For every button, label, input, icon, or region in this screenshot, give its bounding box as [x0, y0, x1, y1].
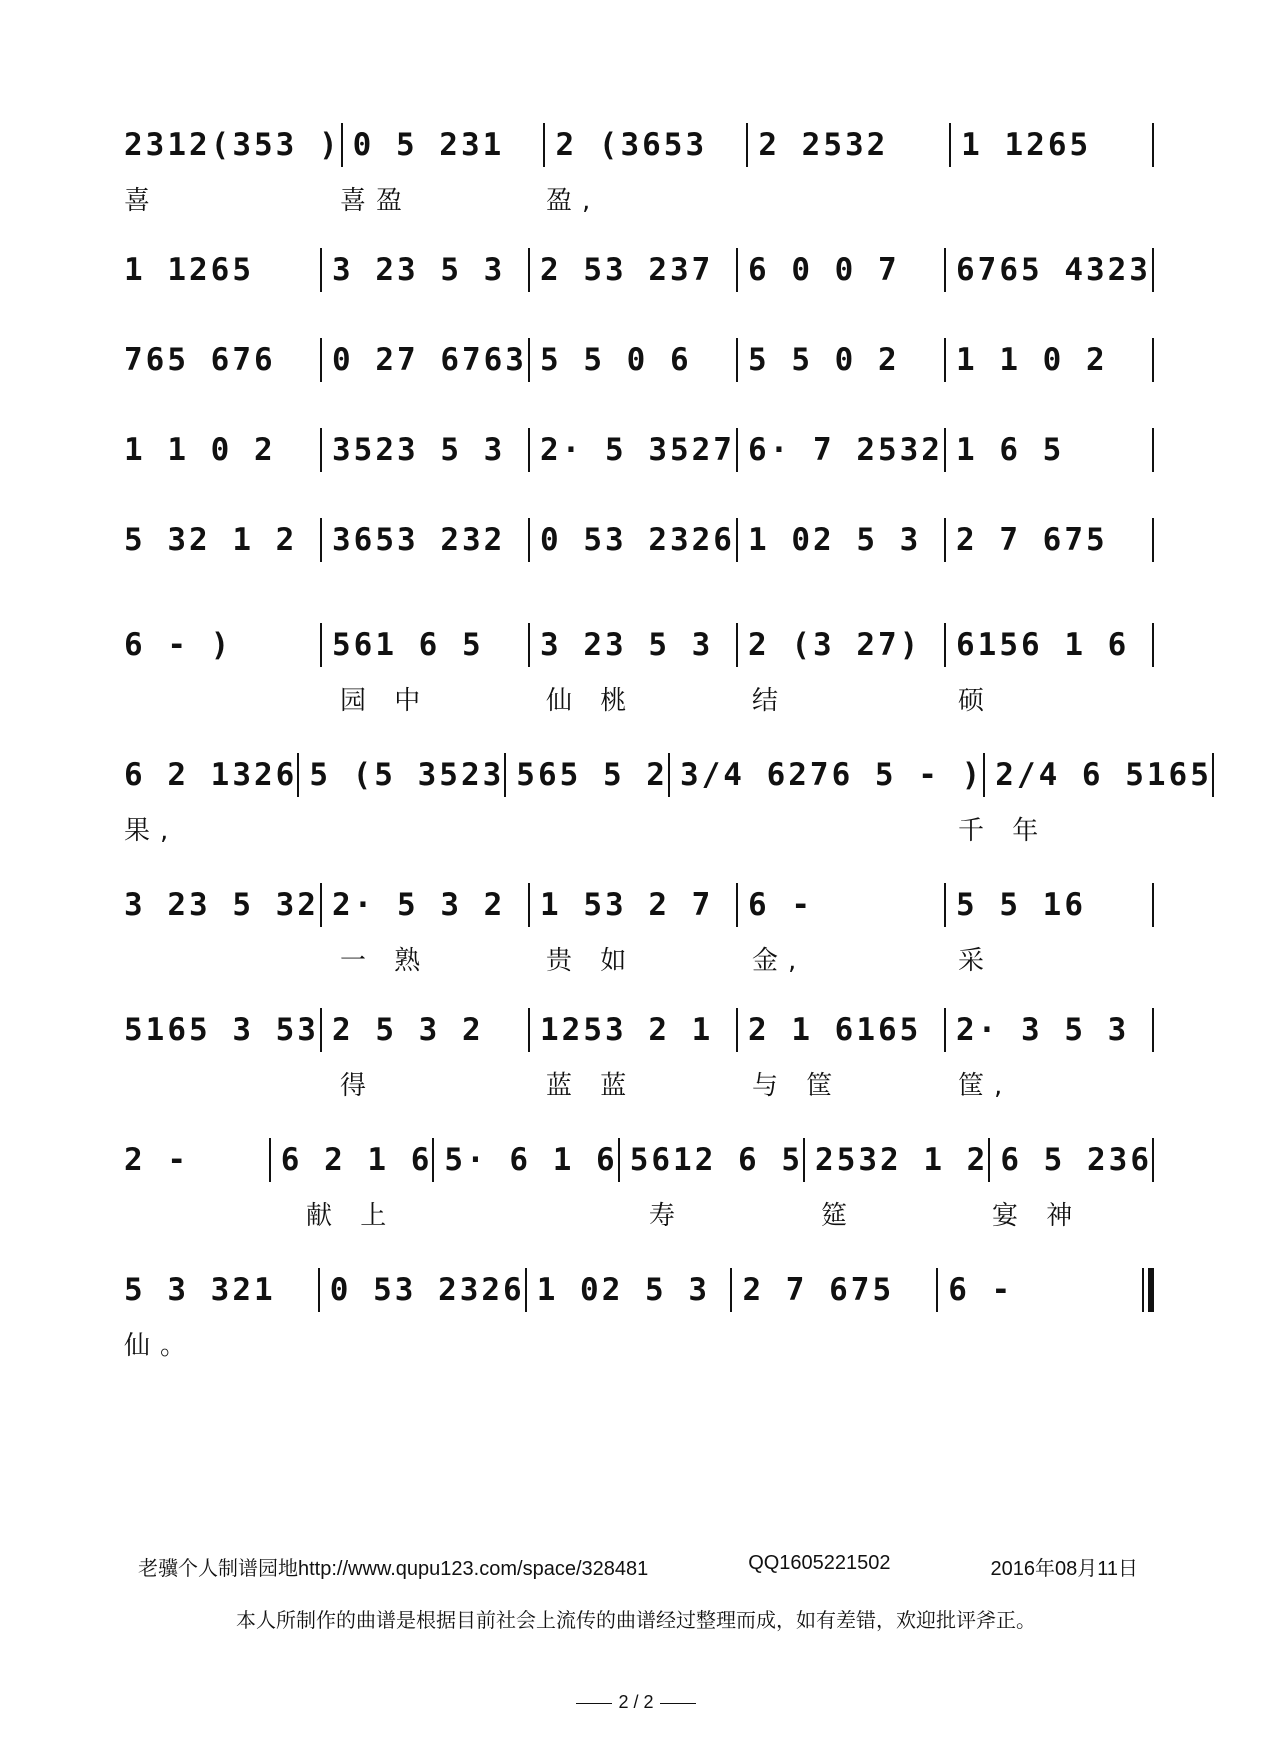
footer-site: 老骥个人制谱园地http://www.qupu123.com/space/328481 — [138, 1558, 649, 1580]
lyrics-line — [124, 810, 1154, 850]
measure: 0 27 6763 — [332, 342, 527, 378]
lyric: 仙 桃 — [546, 686, 637, 716]
measure: 6· 7 2532 — [748, 432, 943, 468]
measure: 2/4 6 5165 — [995, 757, 1212, 793]
notation-line — [124, 1135, 1154, 1185]
measure: 5 5 0 2 — [748, 342, 900, 378]
lyric: 喜盈 — [340, 186, 413, 216]
lyric: 结 — [752, 686, 789, 716]
measure: 1 53 2 7 — [540, 887, 714, 923]
measure: 3523 5 3 — [332, 432, 506, 468]
barline — [1152, 883, 1154, 927]
barline — [1152, 623, 1154, 667]
measure: 5 5 16 — [956, 887, 1086, 923]
score-system — [124, 880, 1154, 980]
footer-info — [138, 1552, 1138, 1581]
measure: 1 02 5 3 — [536, 1272, 711, 1308]
measure: 0 53 2326 — [329, 1272, 525, 1308]
lyric: 喜 — [124, 186, 161, 216]
measure: 2 7 675 — [742, 1272, 895, 1308]
measure: 2 2532 — [758, 127, 889, 163]
lyric: 筵 — [821, 1201, 858, 1231]
lyric: 与 筐 — [752, 1071, 843, 1101]
measure: 2 - — [124, 1142, 189, 1178]
measure: 1 1 0 2 — [124, 432, 276, 468]
barline — [1212, 753, 1214, 797]
measure: 2 1 6165 — [748, 1012, 922, 1048]
score-system — [124, 335, 1154, 385]
final-barline — [1148, 1268, 1154, 1312]
lyric: 千 年 — [958, 816, 1049, 846]
measure: 6156 1 6 — [956, 627, 1130, 663]
measure: 3653 232 — [332, 522, 506, 558]
measure: 2 53 237 — [540, 252, 714, 288]
measure: 6 - — [948, 1272, 1014, 1308]
measure: 1 02 5 3 — [748, 522, 922, 558]
lyrics-line — [124, 1065, 1154, 1105]
score-system — [124, 425, 1154, 475]
measure: 1253 2 1 — [540, 1012, 714, 1048]
lyric: 得 — [340, 1071, 377, 1101]
footer-date: 2016年08月11日 — [990, 1558, 1138, 1580]
lyric: 筐, — [958, 1071, 1013, 1101]
notation-line — [124, 515, 1154, 565]
measure: 5 5 0 6 — [540, 342, 692, 378]
score-system — [124, 245, 1154, 295]
measure: 3 23 5 3 — [332, 252, 506, 288]
barline — [1152, 518, 1154, 562]
measure: 6 - ) — [124, 627, 233, 663]
measure: 5165 3 53 — [124, 1012, 319, 1048]
measure: 5 (5 3523 — [309, 757, 505, 793]
measure: 561 6 5 — [332, 627, 484, 663]
notation-line — [124, 1265, 1154, 1315]
score-system — [124, 1005, 1154, 1105]
measure: 3 23 5 32 — [124, 887, 319, 923]
notation-line — [124, 335, 1154, 385]
measure: 765 676 — [124, 342, 276, 378]
lyric: 硕 — [958, 686, 995, 716]
lyric: 盈, — [546, 186, 601, 216]
lyric: 宴 神 — [992, 1201, 1083, 1231]
barline — [1152, 1138, 1154, 1182]
measure: 5 32 1 2 — [124, 522, 298, 558]
measure: 1 1265 — [124, 252, 254, 288]
lyrics-line — [124, 180, 1154, 220]
score-system — [124, 1265, 1154, 1365]
measure: 2312(353 ) — [124, 127, 341, 163]
measure: 1 6 5 — [956, 432, 1065, 468]
measure: 6 2 1 6 — [280, 1142, 433, 1178]
notation-line — [124, 245, 1154, 295]
measure: 0 53 2326 — [540, 522, 735, 558]
measure: 2· 3 5 3 — [956, 1012, 1130, 1048]
lyric: 献 上 — [306, 1201, 397, 1231]
notation-line — [124, 120, 1154, 170]
measure: 5 3 321 — [124, 1272, 276, 1308]
measure: 2· 5 3527 — [540, 432, 735, 468]
barline — [1152, 338, 1154, 382]
barline — [1142, 1268, 1144, 1312]
barline — [1152, 1008, 1154, 1052]
measure: 2 5 3 2 — [332, 1012, 484, 1048]
measure: 0 5 231 — [352, 127, 505, 163]
lyric: 寿 — [649, 1201, 686, 1231]
footer-qq: QQ1605221502 — [748, 1552, 891, 1574]
lyric: 金, — [752, 946, 807, 976]
lyric: 采 — [958, 946, 995, 976]
measure: 1 1265 — [961, 127, 1092, 163]
measure: 565 5 2 — [516, 757, 668, 793]
measure: 3 23 5 3 — [540, 627, 714, 663]
measure: 2 (3653 — [555, 127, 708, 163]
notation-line — [124, 1005, 1154, 1055]
lyric: 果, — [124, 816, 179, 846]
score-system — [124, 120, 1154, 220]
measure: 3/4 6276 5 - ) — [679, 757, 984, 793]
notation-line — [124, 620, 1154, 670]
lyric: 园 中 — [340, 686, 431, 716]
lyric: 贵 如 — [546, 946, 637, 976]
barline — [1152, 123, 1154, 167]
lyric: 蓝 蓝 — [546, 1071, 637, 1101]
lyrics-line — [124, 680, 1154, 720]
footer-note: 本人所制作的曲谱是根据目前社会上流传的曲谱经过整理而成，如有差错，欢迎批评斧正。 — [236, 1610, 1036, 1632]
measure: 2· 5 3 2 — [332, 887, 506, 923]
measure: 2532 1 2 — [815, 1142, 989, 1178]
notation-line — [124, 750, 1212, 800]
measure: 1 1 0 2 — [956, 342, 1108, 378]
barline — [1152, 248, 1154, 292]
measure: 5612 6 5 — [629, 1142, 804, 1178]
measure: 6 2 1326 — [124, 757, 298, 793]
notation-line — [124, 425, 1154, 475]
lyric: 一 熟 — [340, 946, 431, 976]
measure: 6 5 236 — [1000, 1142, 1152, 1178]
measure: 2 7 675 — [956, 522, 1108, 558]
barline — [1152, 428, 1154, 472]
measure: 6 0 0 7 — [748, 252, 900, 288]
lyrics-line — [124, 1195, 1154, 1235]
lyric: 仙。 — [124, 1331, 197, 1361]
score-system — [124, 515, 1154, 565]
score-system — [124, 620, 1154, 720]
page-number-text: 2 / 2 — [618, 1692, 654, 1712]
page-number — [0, 1692, 1272, 1713]
lyrics-line — [124, 1325, 1154, 1365]
lyrics-line — [124, 940, 1154, 980]
notation-line — [124, 880, 1154, 930]
score-system — [124, 1135, 1154, 1235]
score-system — [124, 750, 1212, 850]
measure: 2 (3 27) — [748, 627, 922, 663]
measure: 6765 4323 — [956, 252, 1151, 288]
measure: 5· 6 1 6 — [444, 1142, 618, 1178]
measure: 6 - — [748, 887, 813, 923]
